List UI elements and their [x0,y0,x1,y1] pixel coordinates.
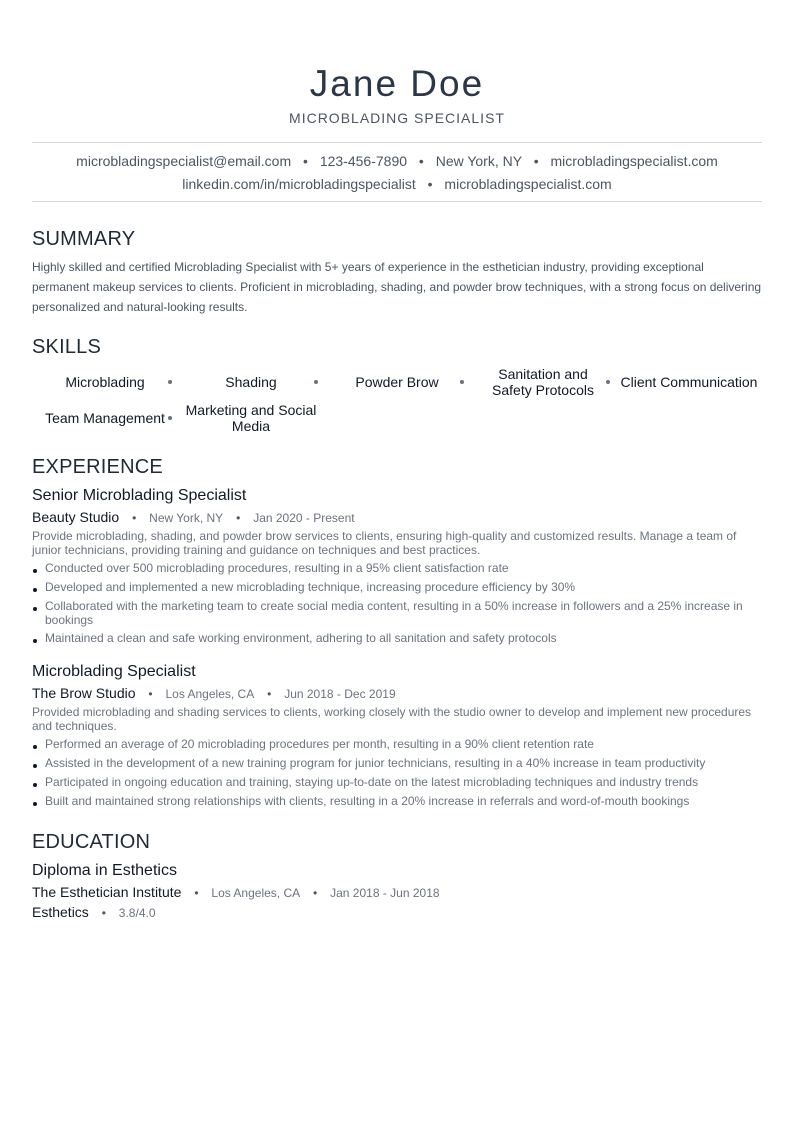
meta-separator: • [132,511,137,525]
meta-separator: • [194,886,199,900]
job-company: The Brow Studio [32,685,136,701]
education-field-meta [32,903,156,922]
skill-separator-dot [606,380,610,384]
job-description: Provide microblading, shading, and powder brow services to clients, ensuring high-quality and customized results. Manage a team of junior technicians, providing training and guidance on techniques and best practices. [32,529,737,557]
skill-separator-dot [460,380,464,384]
skills-heading: SKILLS [32,336,102,358]
header-divider-top [32,142,762,143]
job-location: Los Angeles, CA [165,687,255,701]
achievement-item: Performed an average of 20 microblading procedures per month, resulting in a 90% client retention rate [32,737,762,751]
candidate-title: MICROBLADING SPECIALIST [289,110,505,126]
job-dates: Jan 2020 - Present [253,511,355,525]
contact-website-secondary[interactable]: microbladingspecialist.com [444,176,612,192]
achievement-item: Collaborated with the marketing team to create social media content, resulting in a 50% increase in followers and a 25% increase in bookings [32,599,762,627]
achievement-item: Developed and implemented a new microblading technique, increasing procedure efficiency by 30% [32,580,762,594]
meta-separator: • [148,687,153,701]
contact-phone[interactable]: 123-456-7890 [319,153,408,169]
skills-row-2 [32,400,762,436]
achievement-item: Conducted over 500 microblading procedures, resulting in a 95% client satisfaction rate [32,561,762,575]
degree-title: Diploma in Esthetics [32,862,177,879]
skill-item: Sanitation and Safety Protocols [492,366,594,398]
header-divider-bottom [32,201,762,202]
meta-separator: • [267,687,272,701]
contact-separator: • [533,153,539,169]
contact-location: New York, NY [435,153,522,169]
education-meta [32,883,440,902]
skill-item: Microblading [65,374,145,390]
contact-linkedin[interactable]: linkedin.com/in/microbladingspecialist [182,176,416,192]
contact-separator: • [418,153,424,169]
skill-item: Marketing and Social Media [185,402,317,434]
meta-separator: • [101,906,106,920]
school-name: The Esthetician Institute [32,884,182,900]
achievement-item: Assisted in the development of a new training program for junior technicians, resulting in a 40% increase in team productivity [32,756,762,770]
achievement-item: Participated in ongoing education and training, staying up-to-date on the latest microblading techniques and industry trends [32,775,762,789]
job-achievements [32,737,762,808]
gpa: 3.8/4.0 [118,906,156,920]
skill-separator-dot [168,380,172,384]
skill-item: Powder Brow [355,374,439,390]
job-achievements [32,561,762,645]
summary-text: Highly skilled and certified Microblading Specialist with 5+ years of experience in the esthetician industry, providing exceptional permanent makeup services to clients. Proficient in microblading, shading, and powder brow techniques, with a strong focus on delivering personalized and natural-looking results. [32,260,762,314]
education-dates: Jan 2018 - Jun 2018 [330,886,440,900]
meta-separator: • [236,511,241,525]
skill-item: Shading [225,374,277,390]
experience-heading: EXPERIENCE [32,456,163,478]
meta-separator: • [313,886,318,900]
contact-separator: • [303,153,308,169]
summary-heading: SUMMARY [32,228,136,250]
achievement-item: Maintained a clean and safe working environment, adhering to all sanitation and safety protocols [32,631,762,645]
candidate-name: Jane Doe [309,63,485,104]
contact-separator: • [427,176,433,192]
job-meta [32,684,396,703]
school-location: Los Angeles, CA [211,886,301,900]
education-heading: EDUCATION [32,831,151,853]
skills-row-1 [32,364,762,400]
job-location: New York, NY [149,511,224,525]
job-meta [32,508,355,527]
skill-separator-dot [168,416,172,420]
skill-item: Team Management [45,410,165,426]
skill-item: Client Communication [620,374,758,390]
job-company: Beauty Studio [32,509,120,525]
job-title: Microblading Specialist [32,663,196,680]
contact-line-1 [32,152,762,170]
job-title: Senior Microblading Specialist [32,487,247,504]
achievement-item: Built and maintained strong relationships with clients, resulting in a 20% increase in referrals and word-of-mouth bookings [32,794,762,808]
job-description: Provided microblading and shading services to clients, working closely with the studio owner to develop and implement new procedures and techniques. [32,705,752,733]
field-of-study: Esthetics [32,904,89,920]
contact-email[interactable]: microbladingspecialist@email.com [76,153,292,169]
contact-line-2 [32,175,762,193]
contact-website[interactable]: microbladingspecialist.com [550,153,718,169]
skill-separator-dot [314,380,318,384]
job-dates: Jun 2018 - Dec 2019 [284,687,396,701]
